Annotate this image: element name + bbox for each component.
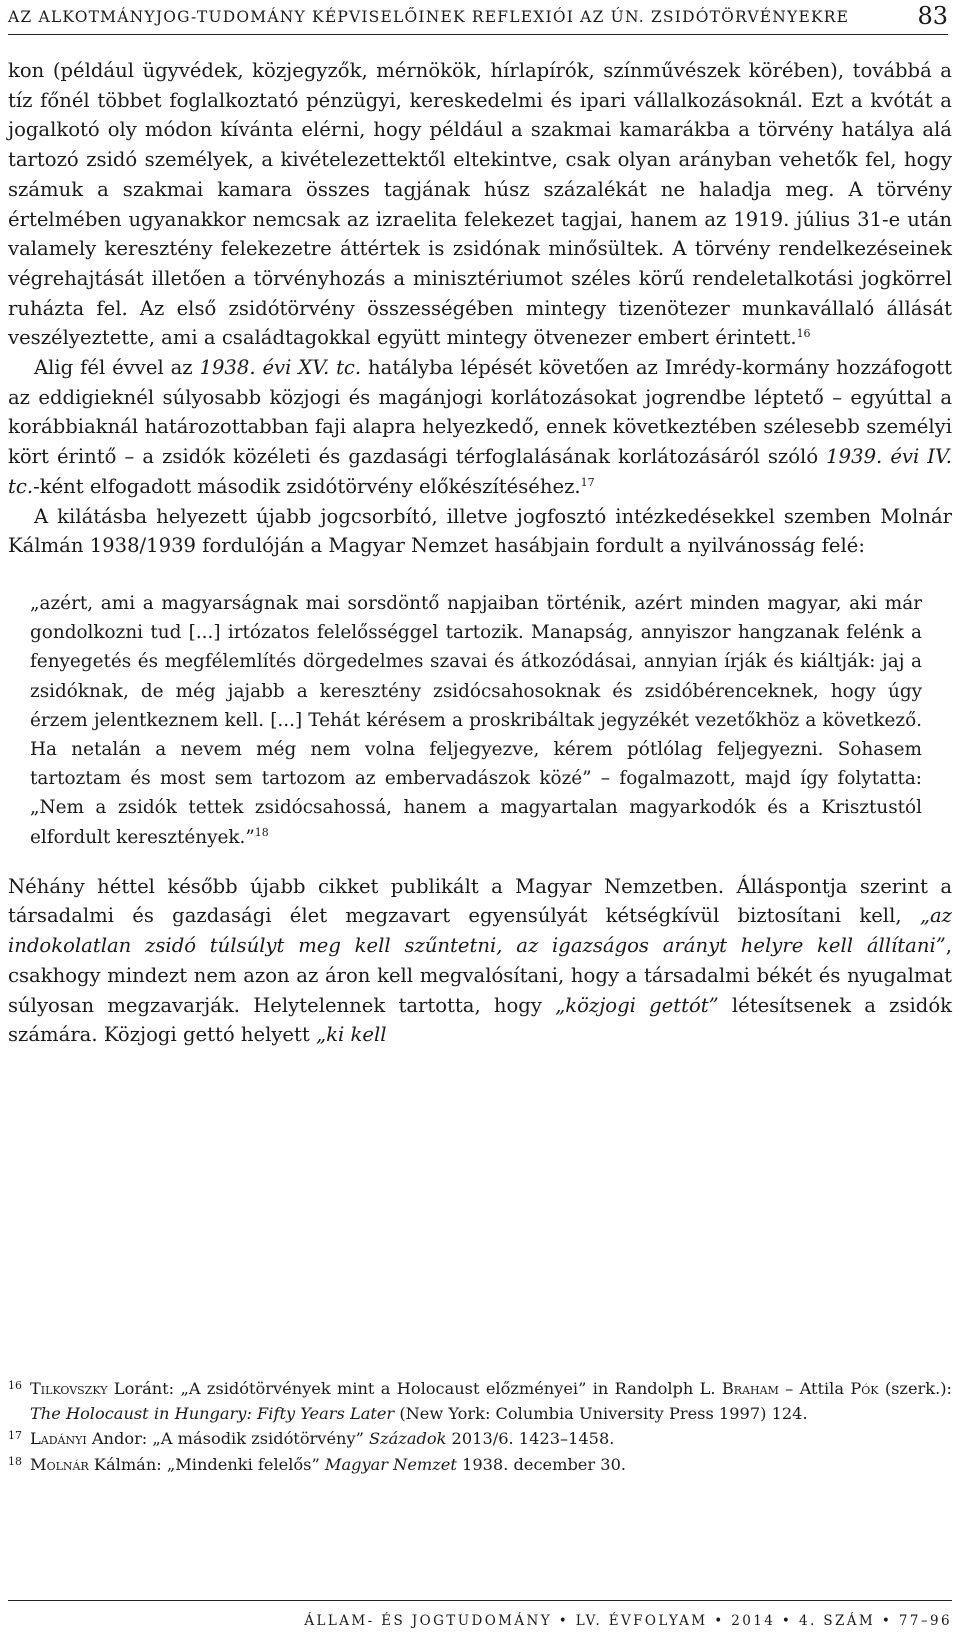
quoted-phrase-1: „az indokolatlan zsidó túlsúlyt meg kell szűntetni, az igazságos arányt helyre kell állítani” (8, 904, 952, 958)
journal-footer: ÁLLAM- ÉS JOGTUDOMÁNY • LV. ÉVFOLYAM • 2014 • 4. SZÁM • 77–96 (304, 1613, 952, 1629)
header-rule (8, 34, 948, 35)
quote-text: „azért, ami a magyarságnak mai sorsdöntő napjaiban történik, azért minden magyar, aki már gondolkozni tud [...] irtózatos felelősséggel tartozik. Manapság, annyiszor hangzanak felénk a fenyegetés és megfélemlítés dörgedelmes szavai és átkozódásai, annyian írják és kiáltják: jaj a zsidóknak, de még jajabb a keresztény zsidócsahosoknak és zsidóbérenceknek, hogy úgy érzem jelentkeznem kell. [...] Tehát kérésem a proskribáltak jegyzékét vezetőkhöz a következő. Ha netalán a nevem még nem volna feljegyezve, kérem pótlólag feljegyezni. Sohasem tartoztam és most sem tartozom az embervadászok közé” – fogalmazott, majd így folytatta: „Nem a zsidók tettek zsidócsahossá, hanem a magyartalan magyarkodók és a Krisztustól elfordult keresztények.” (30, 592, 922, 848)
main-text (8, 56, 952, 1050)
running-head: AZ ALKOTMÁNYJOG-TUDOMÁNY KÉPVISELŐINEK REFLEXIÓI AZ ÚN. ZSIDÓTÖRVÉNYEKRE (8, 8, 850, 26)
footnote-ref-17[interactable]: 17 (580, 475, 595, 489)
footnote-17 (8, 1426, 952, 1451)
publication-info: (New York: Columbia University Press 1997) 124. (394, 1404, 808, 1424)
footnote-ref-18[interactable]: 18 (254, 825, 269, 839)
quoted-phrase-2: „közjogi gettót” (555, 993, 719, 1017)
author-name: Ladányi (30, 1429, 87, 1449)
publication-info: 1938. december 30. (456, 1454, 627, 1474)
law-citation-1939: 1939. évi IV. tc. (8, 445, 952, 498)
author-name: Tilkovszky (30, 1379, 108, 1398)
page-number: 83 (917, 2, 948, 30)
paragraph-3: A kilátásba helyezett újabb jogcsorbító, illetve jogfosztó intézkedésekkel szemben Molnár Kálmán 1938/1939 fordulóján a Magyar Nemzet hasábjain fordult a nyilvánosság felé: (8, 504, 952, 558)
page-header (8, 4, 948, 34)
journal-title: Magyar Nemzet (324, 1454, 457, 1474)
paragraph-4-text-c: , csakhogy mindezt nem azon az áron kell megvalósítani, hogy a társadalmi békét és nyugalmat súlyosan megzavarják. Helytelennek tartotta, hogy (8, 934, 952, 1017)
law-citation-1938: 1938. évi XV. tc. (199, 356, 362, 380)
author-name: Molnár (30, 1454, 89, 1474)
paragraph-4-text-e: létesítsenek a zsidók számára. Közjogi gettó helyett (8, 993, 952, 1047)
separator: – Attila (778, 1379, 851, 1398)
page-footer (8, 1600, 952, 1631)
footnote-16 (8, 1376, 952, 1426)
author-given: Loránt: (107, 1379, 181, 1398)
journal-title: Századok (369, 1429, 447, 1449)
paragraph-4 (8, 872, 952, 1050)
footnotes (8, 1376, 952, 1477)
footnote-number: 16 (8, 1379, 22, 1392)
editor-label: (szerk.): (878, 1379, 953, 1398)
paragraph-2 (8, 353, 952, 502)
author-given: Andor: (86, 1429, 153, 1449)
footnote-number: 17 (8, 1429, 22, 1443)
editor-name: Pók (850, 1379, 879, 1398)
footnote-number: 18 (8, 1454, 22, 1468)
quoted-phrase-3: „ki kell (316, 1023, 387, 1047)
paragraph-2-text-c: hatályba lépését követően az Imrédy-kormány hozzáfogott az eddigieknél súlyosabb közjogi és magánjogi korlátozásokat jogrendbe léptető – egyúttal a korábbiaknál határozottabban faji alapra helyezkedő, ennek következtében szélesebb személyi kört érintő – a zsidók közéleti és gazdasági térfoglalásának korlátozásáról szóló (8, 356, 952, 469)
article-title: „A zsidótörvények mint a Holocaust előzményei” in Randolph L. (180, 1379, 722, 1398)
author-given: Kálmán: (88, 1454, 167, 1474)
footnote-18 (8, 1452, 952, 1477)
footnote-ref-16[interactable]: 16 (796, 327, 811, 341)
paragraph-2-text-e: -ként elfogadott második zsidótörvény előkészítéséhez. (33, 474, 581, 498)
editor-name: Braham (721, 1379, 779, 1398)
article-title: „A második zsidótörvény” (152, 1429, 370, 1449)
book-title: The Holocaust in Hungary: Fifty Years Later (30, 1404, 395, 1424)
paragraph-4-text-a: Néhány héttel később újabb cikket publikált a Magyar Nemzetben. Álláspontja szerint a társadalmi és gazdasági élet megzavart egyensúlyát kétségkívül biztosítani kell, (8, 874, 952, 928)
paragraph-2-text-a: Alig fél évvel az (34, 356, 200, 380)
publication-info: 2013/6. 1423–1458. (446, 1429, 615, 1449)
paragraph-1 (8, 56, 952, 353)
block-quote (30, 589, 922, 852)
article-title: „Mindenki felelős” (166, 1454, 325, 1474)
paragraph-1-text: kon (például ügyvédek, közjegyzők, mérnökök, hírlapírók, színművészek körében), továbbá a tíz főnél többet foglalkoztató pénzügyi, kereskedelmi és ipari vállalkozásoknál. Ezt a kvótát a jogalkotó oly módon kívánta elérni, hogy például a szakmai kamarákba a törvény hatálya alá tartozó zsidó személyek, a kivételezettektől eltekintve, csak olyan arányban vehetők fel, hogy számuk a szakmai kamara összes tagjának húsz százalékát ne haladja meg. A törvény értelmében ugyanakkor nemcsak az izraelita felekezet tagjai, hanem az 1919. július 31-e után valamely keresztény felekezetre áttértek is zsidónak minősültek. A törvény rendelkezéseinek végrehajtását illetően a törvényhozás a minisztériumot széles körű rendeletalkotási jogkörrel ruházta fel. Az első zsidótörvény összességében mintegy tizenötezer munkavállaló állását veszélyeztette, ami a családtagokkal együtt mintegy ötvenezer embert érintett. (8, 59, 952, 350)
